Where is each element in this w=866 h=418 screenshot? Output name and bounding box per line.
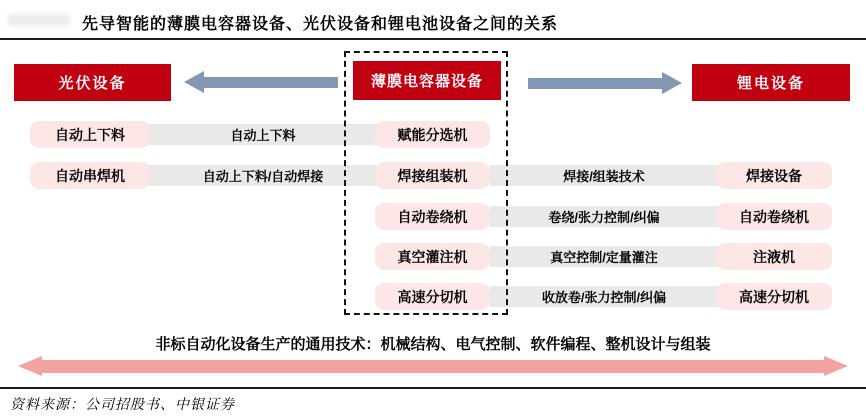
double-arrow-right-head-icon: [824, 356, 848, 376]
cap-box-slitting-machine: 高速分切机: [375, 283, 490, 310]
link-right-row4: 真空控制/定量灌注: [490, 246, 718, 267]
double-arrow-shaft: [40, 360, 826, 373]
link-left-row2: 自动上下料/自动焊接: [148, 165, 378, 186]
link-right-row2: 焊接/组装技术: [490, 165, 718, 186]
li-box-winding-machine: 自动卷绕机: [716, 203, 832, 230]
arrow-right-icon: [528, 72, 682, 94]
source-note: 资料来源：公司招股书、中银证券: [10, 397, 235, 413]
link-right-row3: 卷绕/张力控制/纠偏: [490, 206, 718, 227]
arrow-left-icon: [184, 71, 338, 93]
cap-box-welding-assembly: 焊接组装机: [375, 162, 490, 189]
pv-box-auto-loading: 自动上下料: [30, 121, 150, 148]
link-right-row5: 收放卷/张力控制/纠偏: [490, 286, 718, 307]
header-lithium-battery-equipment: 锂电设备: [692, 64, 850, 101]
footer-divider: [0, 387, 866, 389]
pv-box-stringer: 自动串焊机: [30, 162, 150, 189]
double-arrow-icon: [18, 356, 848, 377]
cap-box-sorting-machine: 赋能分选机: [375, 121, 490, 148]
li-box-injection-machine: 注液机: [716, 243, 832, 270]
header-photovoltaic-equipment: 光伏设备: [14, 64, 171, 101]
arrow-right-shaft: [528, 78, 664, 89]
title-divider: [0, 38, 866, 40]
li-box-slitting-machine: 高速分切机: [716, 283, 832, 310]
common-technology-text: 非标自动化设备生产的通用技术：机械结构、电气控制、软件编程、整机设计与组装: [155, 336, 711, 353]
arrow-right-head-icon: [662, 72, 682, 94]
arrow-left-head-icon: [184, 71, 204, 93]
li-box-welding-equipment: 焊接设备: [716, 162, 832, 189]
header-film-capacitor-equipment: 薄膜电容器设备: [353, 61, 501, 100]
figure-title: 先导智能的薄膜电容器设备、光伏设备和锂电池设备之间的关系: [82, 16, 559, 33]
faint-watermark: [8, 14, 70, 26]
arrow-left-shaft: [202, 77, 338, 88]
cap-box-vacuum-filling: 真空灌注机: [375, 243, 490, 270]
cap-box-winding-machine: 自动卷绕机: [375, 203, 490, 230]
double-arrow-left-head-icon: [18, 356, 42, 376]
link-left-row1: 自动上下料: [148, 124, 378, 145]
